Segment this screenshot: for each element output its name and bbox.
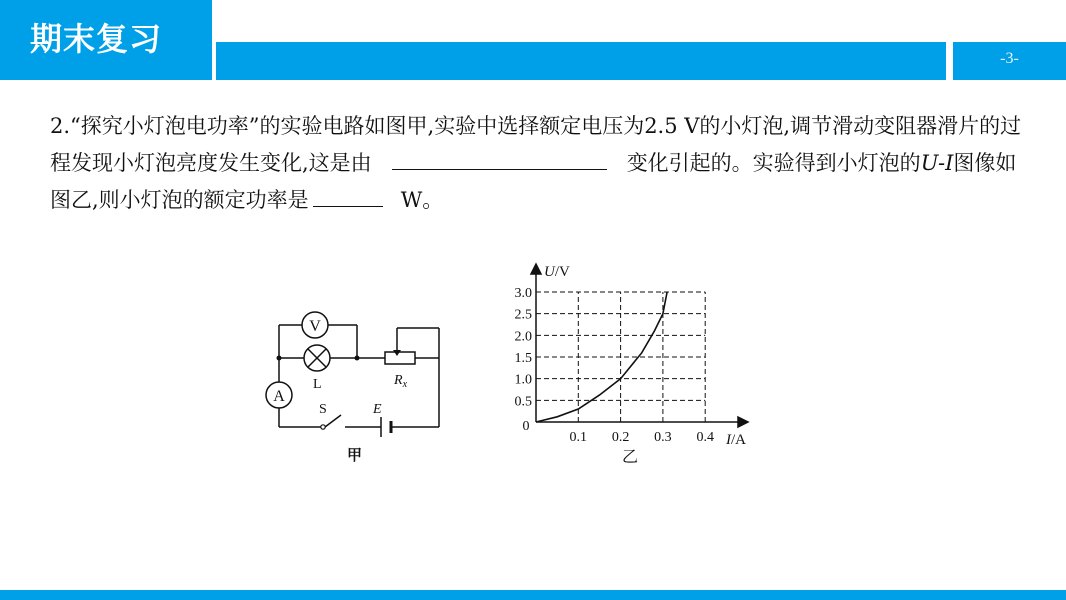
y-tick-label: 2.5 [514, 307, 532, 323]
question-part3: 图像如图乙,则小灯泡的额定功率是 [50, 151, 1017, 212]
graph-grid [536, 292, 705, 422]
y-tick-label: 3.0 [514, 286, 532, 302]
header-title-box [0, 0, 212, 80]
graph-axes [531, 264, 748, 427]
page-number-box [953, 42, 1066, 80]
y-tick-label: 1.0 [514, 372, 532, 388]
question-part2: 变化引起的。实验得到小灯泡的 [626, 151, 921, 175]
battery-icon [381, 417, 391, 437]
rheostat-label: $R_x$ [394, 373, 408, 390]
switch-icon [321, 425, 325, 429]
ui-graph [500, 258, 770, 468]
question-part4: W。 [400, 188, 444, 212]
header-bar [216, 42, 946, 80]
origin-label: 0 [522, 419, 530, 434]
rheostat-icon [385, 352, 415, 364]
voltmeter-label: V [309, 318, 321, 335]
answer-blank-1[interactable] [392, 149, 607, 170]
x-tick-label: 0.2 [611, 430, 630, 445]
ammeter-label: A [273, 388, 285, 405]
question-part1: “探究小灯泡电功率”的实验电路如图甲,实验中选择额定电压为2.5 V的小灯泡,调节滑动变阻器滑片的过程发现小灯泡亮度发生变化,这是由 [50, 114, 1022, 175]
circuit-caption: 甲 [347, 448, 363, 464]
lamp-label: L [313, 377, 322, 392]
graph-caption: 乙 [621, 449, 639, 466]
page-number: -3- [1000, 50, 1019, 67]
y-tick-label: 2.0 [514, 329, 532, 345]
y-tick-label: 0.5 [514, 394, 532, 410]
switch-label: S [319, 402, 327, 417]
page-title: 期末复习 [30, 20, 163, 58]
ui-label: U-I [920, 151, 954, 175]
x-tick-label: 0.1 [569, 430, 588, 445]
question-number: 2. [50, 114, 71, 138]
x-tick-label: 0.3 [654, 430, 672, 445]
footer-bar [0, 590, 1066, 600]
circuit-diagram [255, 300, 455, 470]
lamp-icon [304, 345, 330, 371]
answer-blank-2[interactable] [313, 186, 383, 207]
y-tick-label: 1.5 [514, 351, 532, 367]
battery-label: E [373, 402, 382, 417]
y-axis-label: U/V [544, 264, 570, 280]
question-text [50, 108, 1030, 219]
x-axis-label: I/A [726, 432, 746, 448]
x-tick-label: 0.4 [696, 430, 714, 445]
